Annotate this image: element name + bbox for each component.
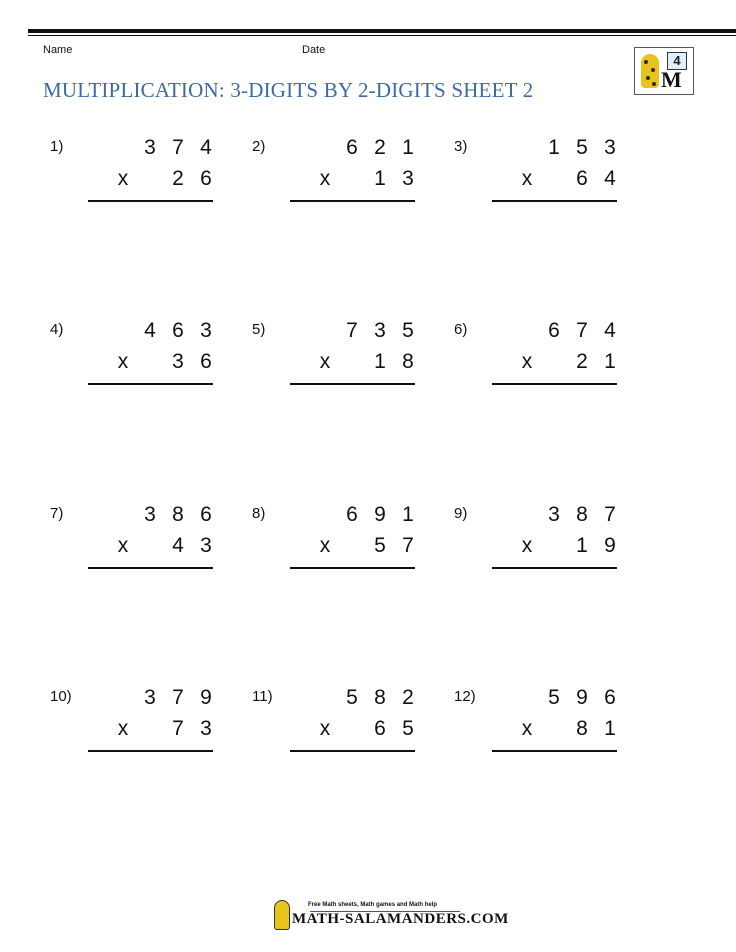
times-sign: x — [117, 167, 129, 190]
digit: 7 — [402, 534, 414, 557]
answer-line — [290, 383, 415, 385]
digit: 3 — [144, 686, 156, 709]
digit: 9 — [374, 503, 386, 526]
problem — [454, 505, 654, 585]
digit: 1 — [548, 136, 560, 159]
digit: 2 — [576, 350, 588, 373]
digit: 9 — [200, 686, 212, 709]
digit: 6 — [548, 319, 560, 342]
multiplier — [319, 350, 466, 376]
digit: 7 — [576, 319, 588, 342]
digit: 7 — [172, 136, 184, 159]
digit: 1 — [402, 503, 414, 526]
digit: 6 — [346, 136, 358, 159]
problem-number: 11) — [252, 688, 273, 705]
answer-line — [492, 750, 617, 752]
times-sign: x — [319, 350, 331, 373]
multiplier — [319, 534, 466, 560]
problem-number: 4) — [50, 321, 64, 338]
worksheet-title: MULTIPLICATION: 3-DIGITS BY 2-DIGITS SHEET 2 — [43, 78, 534, 102]
digit: 3 — [200, 534, 212, 557]
top-rule-thin — [28, 35, 736, 36]
problem-number: 1) — [50, 138, 64, 155]
top-rule — [28, 29, 736, 33]
digit: 6 — [346, 503, 358, 526]
digit: 4 — [144, 319, 156, 342]
digit: 3 — [200, 717, 212, 740]
problem — [252, 505, 452, 585]
problem-number: 10) — [50, 688, 72, 705]
answer-line — [492, 200, 617, 202]
problem — [454, 138, 654, 218]
problem-number: 5) — [252, 321, 266, 338]
digit: 1 — [604, 350, 616, 373]
answer-line — [88, 200, 213, 202]
multiplicand — [540, 503, 668, 529]
times-sign: x — [117, 717, 129, 740]
digit: 3 — [548, 503, 560, 526]
answer-line — [492, 383, 617, 385]
date-label: Date — [302, 44, 326, 56]
problem — [252, 321, 452, 401]
digit: 9 — [604, 534, 616, 557]
problem-number: 2) — [252, 138, 266, 155]
digit: 6 — [172, 319, 184, 342]
salamander-icon — [641, 54, 659, 88]
multiplicand — [136, 503, 264, 529]
times-sign: x — [521, 167, 533, 190]
digit: 3 — [144, 503, 156, 526]
digit: 1 — [402, 136, 414, 159]
digit: 3 — [402, 167, 414, 190]
digit: 1 — [374, 167, 386, 190]
digit: 2 — [402, 686, 414, 709]
digit: 4 — [604, 167, 616, 190]
digit: 6 — [200, 167, 212, 190]
footer-branding[interactable] — [272, 900, 509, 934]
multiplicand — [540, 136, 668, 162]
digit: 3 — [200, 319, 212, 342]
digit: 1 — [576, 534, 588, 557]
multiplicand — [540, 319, 668, 345]
problem-number: 8) — [252, 505, 266, 522]
problem-number: 9) — [454, 505, 468, 522]
multiplier — [117, 717, 264, 743]
problem — [50, 321, 250, 401]
answer-line — [492, 567, 617, 569]
digit: 4 — [200, 136, 212, 159]
grade-board: 4 — [667, 52, 687, 70]
times-sign: x — [117, 534, 129, 557]
digit: 6 — [200, 350, 212, 373]
multiplicand — [338, 319, 466, 345]
salamander-mascot-icon — [274, 900, 290, 930]
multiplier — [117, 350, 264, 376]
answer-line — [290, 567, 415, 569]
problem-number: 3) — [454, 138, 468, 155]
digit: 5 — [402, 319, 414, 342]
digit: 8 — [172, 503, 184, 526]
times-sign: x — [319, 167, 331, 190]
digit: 3 — [144, 136, 156, 159]
multiplicand — [136, 136, 264, 162]
multiplier — [319, 167, 466, 193]
problem-number: 7) — [50, 505, 64, 522]
digit: 5 — [548, 686, 560, 709]
digit: 5 — [576, 136, 588, 159]
problem-number: 6) — [454, 321, 468, 338]
times-sign: x — [521, 350, 533, 373]
problem — [252, 688, 452, 768]
times-sign: x — [319, 717, 331, 740]
multiplicand — [338, 503, 466, 529]
multiplier — [319, 717, 466, 743]
digit: 2 — [374, 136, 386, 159]
digit: 8 — [576, 503, 588, 526]
answer-line — [88, 750, 213, 752]
multiplier — [521, 534, 668, 560]
digit: 2 — [172, 167, 184, 190]
digit: 8 — [576, 717, 588, 740]
digit: 3 — [172, 350, 184, 373]
digit: 5 — [402, 717, 414, 740]
multiplier — [117, 167, 264, 193]
problem — [252, 138, 452, 218]
problem — [50, 688, 250, 768]
times-sign: x — [117, 350, 129, 373]
digit: 7 — [604, 503, 616, 526]
multiplicand — [338, 686, 466, 712]
digit: 8 — [374, 686, 386, 709]
math-salamanders-logo-icon — [634, 47, 694, 95]
answer-line — [290, 200, 415, 202]
multiplicand — [338, 136, 466, 162]
digit: 3 — [374, 319, 386, 342]
digit: 7 — [172, 686, 184, 709]
answer-line — [88, 567, 213, 569]
answer-line — [290, 750, 415, 752]
digit: 5 — [346, 686, 358, 709]
digit: 7 — [346, 319, 358, 342]
multiplier — [521, 167, 668, 193]
logo-m: M — [661, 67, 682, 92]
multiplicand — [136, 319, 264, 345]
digit: 4 — [172, 534, 184, 557]
digit: 1 — [604, 717, 616, 740]
multiplier — [521, 717, 668, 743]
digit: 4 — [604, 319, 616, 342]
digit: 6 — [576, 167, 588, 190]
digit: 3 — [604, 136, 616, 159]
multiplicand — [540, 686, 668, 712]
footer-site-link[interactable]: MATH-SALAMANDERS.COM — [292, 911, 509, 927]
digit: 6 — [200, 503, 212, 526]
problem — [454, 321, 654, 401]
digit: 6 — [604, 686, 616, 709]
name-label: Name — [43, 44, 73, 56]
problem — [50, 505, 250, 585]
answer-line — [88, 383, 213, 385]
times-sign: x — [319, 534, 331, 557]
multiplicand — [136, 686, 264, 712]
problem-number: 12) — [454, 688, 476, 705]
multiplier — [521, 350, 668, 376]
footer-tagline: Free Math sheets, Math games and Math help — [308, 902, 438, 908]
problem — [454, 688, 654, 768]
digit: 9 — [576, 686, 588, 709]
digit: 1 — [374, 350, 386, 373]
times-sign: x — [521, 534, 533, 557]
digit: 5 — [374, 534, 386, 557]
digit: 6 — [374, 717, 386, 740]
digit: 7 — [172, 717, 184, 740]
digit: 8 — [402, 350, 414, 373]
times-sign: x — [521, 717, 533, 740]
multiplier — [117, 534, 264, 560]
problem — [50, 138, 250, 218]
